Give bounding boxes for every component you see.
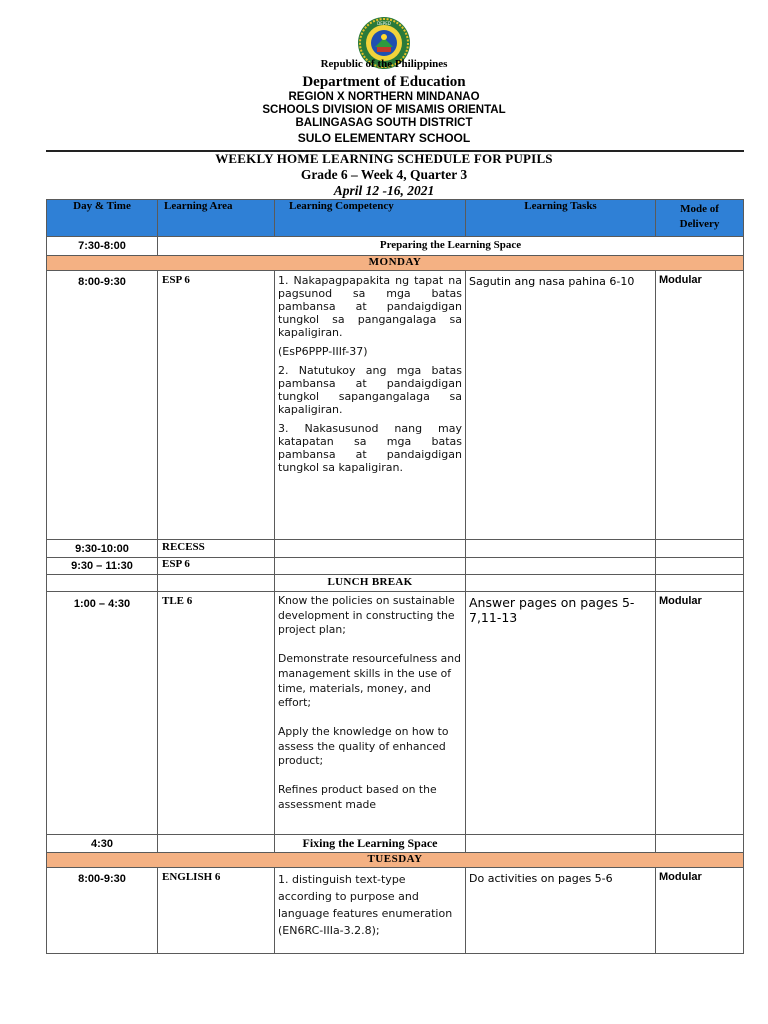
learning-area-cell: TLE 6 (158, 592, 275, 835)
empty-cell (656, 540, 744, 558)
grade-subtitle: Grade 6 – Week 4, Quarter 3 (300, 167, 468, 182)
table-row (47, 835, 744, 853)
competency-item: Demonstrate resourcefulness and management skills in the use of time, materials, money, and effort; (278, 652, 461, 710)
time-cell: 4:30 (47, 835, 158, 853)
time-cell: 7:30-8:00 (47, 237, 158, 256)
page-title: WEEKLY HOME LEARNING SCHEDULE FOR PUPILS (215, 151, 553, 166)
mode-cell: Modular (656, 868, 744, 954)
empty-cell (466, 575, 656, 592)
learning-area-cell: ESP 6 (158, 271, 275, 540)
district-line: BALINGASAG SOUTH DISTRICT (295, 117, 473, 129)
table-header-row (47, 200, 744, 237)
day-row-tuesday (47, 853, 744, 868)
table-row (47, 575, 744, 592)
competency-item: 2. Natutukoy ang mga batas pambansa at pandaigdigan tungkol sapangangalaga sa kapaligiran. (278, 364, 462, 416)
schedule-table (46, 199, 744, 954)
competency-cell: 1. distinguish text-type according to purpose and language features enumeration (EN6RC-IIIa-3.2.8); (275, 868, 466, 954)
table-row (47, 868, 744, 954)
competency-item: Refines product based on the assessment made (278, 783, 437, 811)
competency-item: Know the policies on sustainable development in constructing the project plan; (278, 594, 455, 637)
competency-item: 1. Nakapagpapakita ng tapat na pagsunod sa mga batas pambansa at pandaigdigan tungkol sa pangangalaga sa kapaligiran. (278, 274, 462, 339)
learning-area-cell: ENGLISH 6 (158, 868, 275, 954)
department-line: Department of Education (302, 74, 466, 90)
task-cell: Sagutin ang nasa pahina 6-10 (466, 271, 656, 540)
region-line: REGION X NORTHERN MINDANAO (288, 91, 480, 103)
table-row (47, 558, 744, 575)
learning-area-cell: ESP 6 (158, 558, 275, 575)
task-cell: Do activities on pages 5-6 (466, 868, 656, 954)
division-line: SCHOOLS DIVISION OF MISAMIS ORIENTAL (262, 104, 506, 116)
date-range: April 12 -16, 2021 (333, 183, 435, 198)
day-label: MONDAY (47, 256, 744, 271)
lunch-break-label: LUNCH BREAK (275, 575, 466, 592)
col-learning-tasks: Learning Tasks (466, 200, 656, 237)
republic-line: Republic of the Philippines (320, 58, 448, 70)
empty-cell (466, 835, 656, 853)
empty-cell (158, 835, 275, 853)
task-cell: Answer pages on pages 5-7,11-13 (466, 592, 656, 835)
time-cell: 8:00-9:30 (47, 271, 158, 540)
activity-cell: Preparing the Learning Space (158, 237, 744, 256)
day-label: TUESDAY (47, 853, 744, 868)
mode-cell: Modular (656, 271, 744, 540)
empty-cell (47, 575, 158, 592)
empty-cell (466, 540, 656, 558)
learning-area-cell: RECESS (158, 540, 275, 558)
competency-cell (275, 271, 466, 540)
col-day-time: Day & Time (47, 200, 158, 237)
competency-item: Apply the knowledge on how to assess the quality of enhanced product; (278, 724, 449, 768)
empty-cell (656, 575, 744, 592)
activity-cell: Fixing the Learning Space (275, 835, 466, 853)
time-cell: 9:30 – 11:30 (47, 558, 158, 575)
table-row (47, 540, 744, 558)
col-learning-competency: Learning Competency (275, 200, 466, 237)
col-learning-area: Learning Area (158, 200, 275, 237)
table-row (47, 271, 744, 540)
school-line: SULO ELEMENTARY SCHOOL (297, 131, 471, 145)
time-cell: 8:00-9:30 (47, 868, 158, 954)
svg-text:DEPED: DEPED (377, 21, 391, 26)
empty-cell (275, 540, 466, 558)
col-mode-of-delivery: Mode of Delivery (656, 200, 744, 237)
competency-cell (275, 592, 466, 835)
empty-cell (656, 558, 744, 575)
mode-cell: Modular (656, 592, 744, 835)
time-cell: 1:00 – 4:30 (47, 592, 158, 835)
empty-cell (466, 558, 656, 575)
table-row (47, 592, 744, 835)
competency-item: 3. Nakasusunod nang may katapatan sa mga batas pambansa at pandaigdigan tungkol sa kapaligiran. (278, 422, 462, 474)
empty-cell (275, 558, 466, 575)
empty-cell (158, 575, 275, 592)
empty-cell (656, 835, 744, 853)
table-row (47, 237, 744, 256)
time-cell: 9:30-10:00 (47, 540, 158, 558)
competency-code: (EsP6PPP-IIIf-37) (278, 345, 368, 358)
day-row-monday (47, 256, 744, 271)
